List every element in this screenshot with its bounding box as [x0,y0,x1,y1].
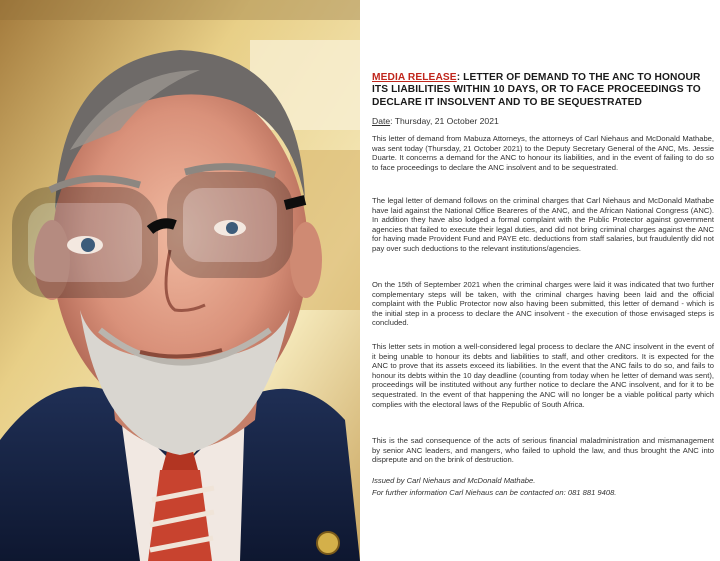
paragraph-3: On the 15th of September 2021 when the criminal charges were laid it was indicated that two further complementary steps will be taken, with the criminal charges having been laid and the official complaint with the Public Protector now also having been submitted, this letter of demand - which is the initial step in a process to declare the ANC insolvent - the execution of those envisaged steps is concluded. [372,280,714,328]
date-value: Thursday, 21 October 2021 [394,116,499,126]
paragraph-1: This letter of demand from Mabuza Attorneys, the attorneys of Carl Niehaus and McDonald Mathabe, was sent today (Thursday, 21 October 2021) to the Deputy Secretary General of the ANC, Ms. Jessie Duarte. It concerns a demand for the ANC to honour its liabilities, and in the event of failing to do so to face proceedings to declare the ANC insolvent and to be sequestrated. [372,134,714,172]
paragraph-5: This is the sad consequence of the acts of serious financial maladministration and mismanagement by senior ANC leaders, and mangers, who failed to uphold the law, and thus brought the ANC into disprepute and on the brink of destruction. [372,436,714,465]
issued-by: Issued by Carl Niehaus and McDonald Mathabe. [372,476,536,485]
release-date: Date: Thursday, 21 October 2021 [372,116,499,126]
paragraph-4: This letter sets in motion a well-considered legal process to declare the ANC insolvent in the event of it being unable to honour its debts and liabilities to staff, and other creditors. It is expected for the ANC to prove that its assets exceed its liabilities. In the event that the ANC fails to do so, and fails to honour its debts within the 10 day deadline (counting from today when he letter of demand was sent), proceedings will be instituted without any further notice to declare the ANC insolvent, and for it to be sequestrated. In the event of that happening the ANC will no longer be a viable political party which complies with the electoral laws of the Republic of South Africa. [372,342,714,409]
date-label: Date [372,116,391,126]
tag-colon: : [456,72,464,83]
paragraph-2: The legal letter of demand follows on the criminal charges that Carl Niehaus and McDonald Mathabe have laid against the National Office Beareres of the ANC, and the African National Congress (ANC). In addition they have also lodged a formal complaint with the Public Protector against government agencies that failed to execute their legal duties, and did not bring criminal charges against the ANC for having made Provident Fund and PAYE etc. deductions from staff salaries, but fraudulently did not pay over such deductions to the relevant institutions/agencies. [372,196,714,253]
headline-text: LETTER OF DEMAND TO THE ANC TO HONOUR ITS LIABILITIES WITHIN 10 DAYS, OR TO FACE PROCEEDINGS TO DECLARE IT INSOLVENT AND TO BE SEQUESTRATED [372,72,701,108]
media-release-document [360,0,720,561]
media-release-tag: MEDIA RELEASE [372,72,457,83]
contact-info: For further information Carl Niehaus can be contacted on: 081 881 9408. [372,488,617,497]
release-headline [372,72,712,109]
